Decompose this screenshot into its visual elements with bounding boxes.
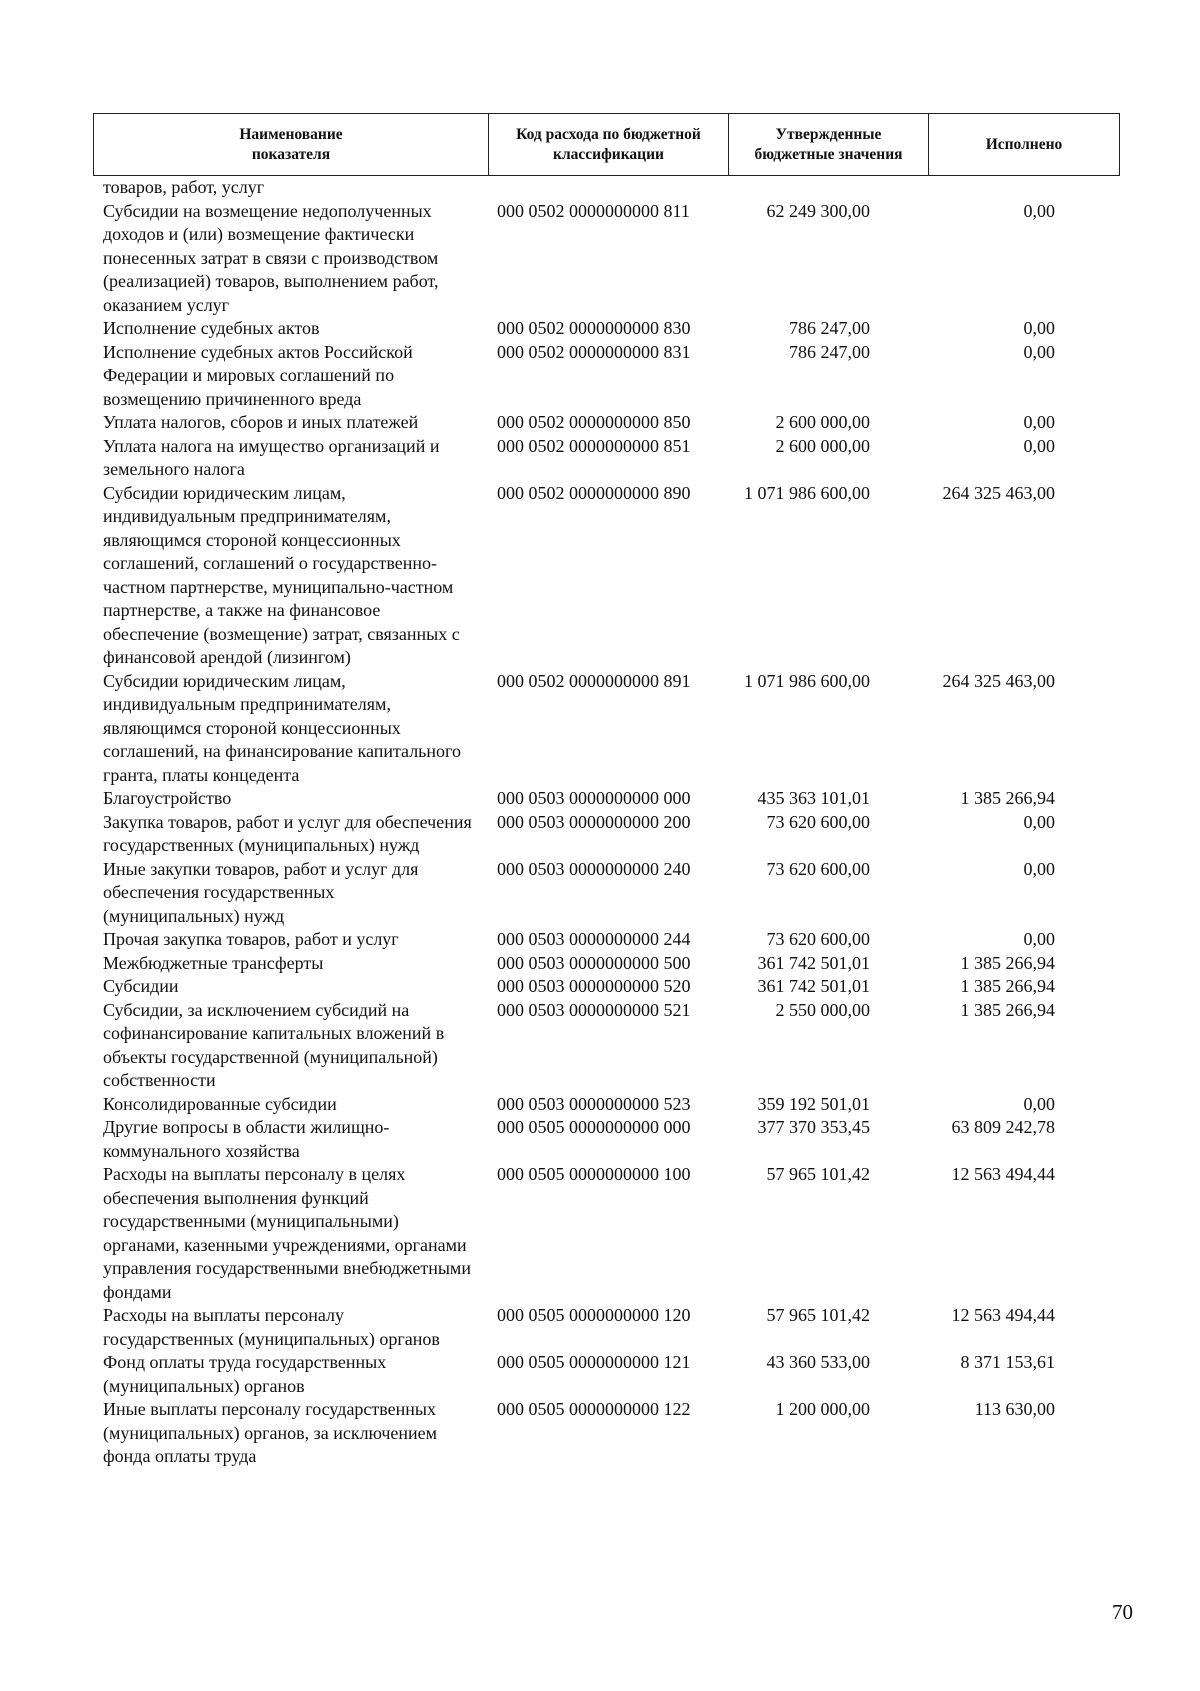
table-row xyxy=(103,1116,1113,1163)
row-approved: 43 360 533,00 xyxy=(766,1352,870,1372)
row-done: 0,00 xyxy=(1023,858,1055,879)
row-code: 000 0505 0000000000 121 xyxy=(497,1352,691,1372)
row-approved: 361 742 501,01 xyxy=(757,952,870,973)
row-name: Уплата налога на имущество организаций и земельного налога xyxy=(103,435,440,479)
row-name: Исполнение судебных актов xyxy=(103,318,320,338)
row-code: 000 0502 0000000000 891 xyxy=(497,670,691,691)
row-name: Фонд оплаты труда государственных (муниципальных) органов xyxy=(103,1352,387,1396)
table-row xyxy=(103,670,1113,788)
row-code: 000 0505 0000000000 122 xyxy=(497,1399,691,1419)
row-approved: 786 247,00 xyxy=(789,318,870,338)
row-name: Межбюджетные трансферты xyxy=(103,952,324,973)
row-done: 0,00 xyxy=(1023,811,1055,832)
row-approved: 377 370 353,45 xyxy=(757,1117,870,1137)
row-done: 0,00 xyxy=(1023,341,1055,362)
row-code: 000 0502 0000000000 831 xyxy=(497,341,691,362)
table-row xyxy=(103,928,1113,952)
row-name: Другие вопросы в области жилищно-коммунального хозяйства xyxy=(103,1117,390,1161)
row-done: 1 385 266,94 xyxy=(960,976,1055,996)
row-done: 63 809 242,78 xyxy=(951,1117,1055,1137)
row-code: 000 0503 0000000000 523 xyxy=(497,1093,691,1114)
table-row xyxy=(103,1163,1113,1304)
row-approved: 1 071 986 600,00 xyxy=(744,482,870,503)
row-name: Закупка товаров, работ и услуг для обеспечения государственных (муниципальных) нужд xyxy=(103,811,472,855)
table-row xyxy=(103,952,1113,976)
row-code: 000 0503 0000000000 520 xyxy=(497,976,691,996)
row-name: Исполнение судебных актов Российской Федерации и мировых соглашений по возмещению причиненного вреда xyxy=(103,341,413,409)
table-row xyxy=(103,1351,1113,1398)
table-row xyxy=(103,176,1113,200)
row-name: Субсидии, за исключением субсидий на софинансирование капитальных вложений в объекты государственной (муниципальной) собственности xyxy=(103,999,445,1090)
row-code xyxy=(497,176,692,200)
header-approved: Утвержденные бюджетные значения xyxy=(729,114,929,175)
table-row xyxy=(103,1398,1113,1469)
page-number: 70 xyxy=(1112,1600,1133,1624)
row-done: 8 371 153,61 xyxy=(960,1352,1055,1372)
row-name: Субсидии юридическим лицам, индивидуальным предпринимателям, являющимся стороной концессионных соглашений, на финансирование капитального гранта, платы концедента xyxy=(103,670,461,785)
row-done: 0,00 xyxy=(1023,318,1055,338)
row-done: 0,00 xyxy=(1023,412,1055,432)
row-done: 1 385 266,94 xyxy=(960,788,1055,808)
row-approved: 2 550 000,00 xyxy=(775,999,870,1020)
row-code: 000 0502 0000000000 851 xyxy=(497,435,691,456)
row-done: 264 325 463,00 xyxy=(942,482,1055,503)
header-name: Наименование показателя xyxy=(94,114,489,175)
row-done: 0,00 xyxy=(1023,1093,1055,1114)
row-code: 000 0503 0000000000 500 xyxy=(497,952,691,973)
row-code: 000 0505 0000000000 000 xyxy=(497,1117,691,1137)
row-approved: 1 071 986 600,00 xyxy=(744,670,870,691)
table-body xyxy=(103,176,1113,1469)
row-code: 000 0502 0000000000 890 xyxy=(497,482,691,503)
row-approved: 73 620 600,00 xyxy=(766,929,870,949)
row-code: 000 0505 0000000000 100 xyxy=(497,1164,691,1184)
row-name: Благоустройство xyxy=(103,788,232,808)
row-approved: 786 247,00 xyxy=(789,341,870,362)
row-done: 12 563 494,44 xyxy=(951,1164,1055,1184)
row-approved: 73 620 600,00 xyxy=(766,858,870,879)
row-code: 000 0503 0000000000 244 xyxy=(497,929,691,949)
row-done: 12 563 494,44 xyxy=(951,1305,1055,1325)
row-name: Консолидированные субсидии xyxy=(103,1093,337,1114)
table-row xyxy=(103,999,1113,1093)
row-code: 000 0502 0000000000 830 xyxy=(497,318,691,338)
row-code: 000 0502 0000000000 850 xyxy=(497,412,691,432)
row-approved: 359 192 501,01 xyxy=(757,1093,870,1114)
row-name: Прочая закупка товаров, работ и услуг xyxy=(103,929,399,949)
row-name: Субсидии на возмещение недополученных доходов и (или) возмещение фактически понесенных затрат в связи с производством (реализацией) товаров, выполнением работ, оказанием услуг xyxy=(103,200,439,315)
row-approved: 1 200 000,00 xyxy=(775,1399,870,1419)
table-row xyxy=(103,787,1113,811)
table-row xyxy=(103,341,1113,412)
table-row xyxy=(103,435,1113,482)
header-code: Код расхода по бюджетной классификации xyxy=(489,114,729,175)
table-row xyxy=(103,482,1113,670)
table-row xyxy=(103,811,1113,858)
row-done: 264 325 463,00 xyxy=(942,670,1055,691)
row-approved: 57 965 101,42 xyxy=(766,1164,870,1184)
row-name: товаров, работ, услуг xyxy=(103,177,265,197)
row-name: Иные закупки товаров, работ и услуг для обеспечения государственных (муниципальных) нужд xyxy=(103,858,419,926)
row-name: Расходы на выплаты персоналу в целях обеспечения выполнения функций государственными (муниципальными) органами, казенными учреждениями, органами управления государственными внебюджетными фондами xyxy=(103,1164,471,1302)
row-approved: 2 600 000,00 xyxy=(775,412,870,432)
row-done: 1 385 266,94 xyxy=(960,952,1055,973)
table-row xyxy=(103,200,1113,318)
row-code: 000 0503 0000000000 240 xyxy=(497,858,691,879)
row-code: 000 0505 0000000000 120 xyxy=(497,1305,691,1325)
row-done: 0,00 xyxy=(1023,200,1055,221)
row-name: Субсидии юридическим лицам, индивидуальным предпринимателям, являющимся стороной концессионных соглашений, соглашений о государственно-частном партнерстве, муниципально-частном партнерстве, а также на финансовое обеспечение (возмещение) затрат, связанных с финансовой арендой (лизингом) xyxy=(103,482,460,667)
row-approved: 73 620 600,00 xyxy=(766,811,870,832)
row-name: Уплата налогов, сборов и иных платежей xyxy=(103,412,419,432)
row-name: Субсидии xyxy=(103,976,179,996)
row-code: 000 0502 0000000000 811 xyxy=(497,200,690,221)
row-approved: 62 249 300,00 xyxy=(766,200,870,221)
table-row xyxy=(103,975,1113,999)
row-approved: 2 600 000,00 xyxy=(775,435,870,456)
row-approved xyxy=(692,176,870,200)
table-row xyxy=(103,1304,1113,1351)
table-row xyxy=(103,317,1113,341)
row-done: 0,00 xyxy=(1023,435,1055,456)
row-done: 0,00 xyxy=(1023,929,1055,949)
row-name: Иные выплаты персоналу государственных (муниципальных) органов, за исключением фонда оплаты труда xyxy=(103,1399,438,1466)
header-done: Исполнено xyxy=(985,135,1063,153)
table-row xyxy=(103,1093,1113,1117)
row-code: 000 0503 0000000000 000 xyxy=(497,788,691,808)
row-approved: 57 965 101,42 xyxy=(766,1305,870,1325)
table-row xyxy=(103,411,1113,435)
row-name: Расходы на выплаты персоналу государственных (муниципальных) органов xyxy=(103,1305,440,1349)
row-code: 000 0503 0000000000 521 xyxy=(497,999,691,1020)
row-done xyxy=(870,176,1055,200)
row-approved: 435 363 101,01 xyxy=(757,788,870,808)
row-approved: 361 742 501,01 xyxy=(757,976,870,996)
row-code: 000 0503 0000000000 200 xyxy=(497,811,691,832)
table-row xyxy=(103,858,1113,929)
row-done: 1 385 266,94 xyxy=(960,999,1055,1020)
table-header xyxy=(93,113,1120,176)
row-done: 113 630,00 xyxy=(974,1399,1055,1419)
